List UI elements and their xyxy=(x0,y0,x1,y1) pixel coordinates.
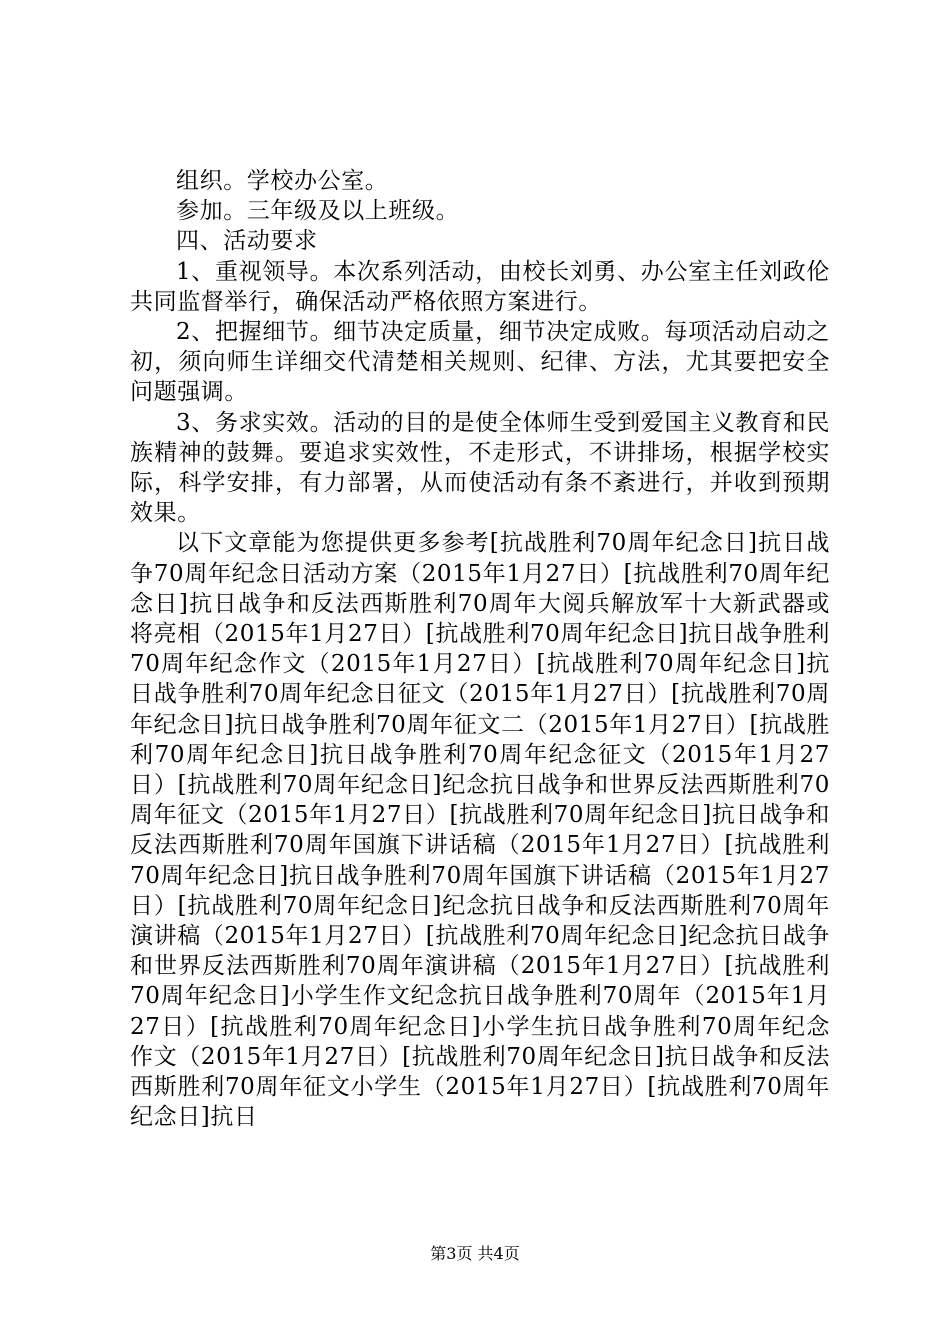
page-footer: 第3页 共4页 xyxy=(430,1244,520,1263)
paragraph-requirement-2: 2、把握细节。细节决定质量，细节决定成败。每项活动启动之初，须向师生详细交代清楚相关规则、纪律、方法，尤其要把安全问题强调。 xyxy=(130,319,830,406)
paragraph-participants: 参加。三年级及以上班级。 xyxy=(176,198,460,225)
paragraph-organizer: 组织。学校办公室。 xyxy=(176,168,389,194)
paragraph-requirement-3: 3、务求实效。活动的目的是使全体师生受到爱国主义教育和民族精神的鼓舞。要追求实效性，不走形式，不讲排场，根据学校实际，科学安排，有力部署，从而使活动有条不紊进行，并收到预期效果。 xyxy=(130,409,830,527)
paragraph-requirement-1: 1、重视领导。本次系列活动，由校长刘勇、办公室主任刘政伦共同监督举行，确保活动严格依照方案进行。 xyxy=(130,258,830,315)
document-body xyxy=(130,166,830,1133)
paragraph-related-articles: 以下文章能为您提供更多参考[抗战胜利70周年纪念日]抗日战争70周年纪念日活动方案（2015年1月27日）[抗战胜利70周年纪念日]抗日战争和反法西斯胜利70周年大阅兵解放军十大新武器或将亮相（2015年1月27日）[抗战胜利70周年纪念日]抗日战争胜利70周年纪念作文（2015年1月27日）[抗战胜利70周年纪念日]抗日战争胜利70周年纪念日征文（2015年1月27日）[抗战胜利70周年纪念日]抗日战争胜利70周年征文二（2015年1月27日）[抗战胜利70周年纪念日]抗日战争胜利70周年纪念征文（2015年1月27日）[抗战胜利70周年纪念日]纪念抗日战争和世界反法西斯胜利70周年征文（2015年1月27日）[抗战胜利70周年纪念日]抗日战争和反法西斯胜利70周年国旗下讲话稿（2015年1月27日）[抗战胜利70周年纪念日]抗日战争胜利70周年国旗下讲话稿（2015年1月27日）[抗战胜利70周年纪念日]纪念抗日战争和反法西斯胜利70周年演讲稿（2015年1月27日）[抗战胜利70周年纪念日]纪念抗日战争和世界反法西斯胜利70周年演讲稿（2015年1月27日）[抗战胜利70周年纪念日]小学生作文纪念抗日战争胜利70周年（2015年1月27日）[抗战胜利70周年纪念日]小学生抗日战争胜利70周年纪念作文（2015年1月27日）[抗战胜利70周年纪念日]抗日战争和反法西斯胜利70周年征文小学生（2015年1月27日）[抗战胜利70周年纪念日]抗日 xyxy=(130,530,830,1131)
section-heading-requirements: 四、活动要求 xyxy=(176,228,318,255)
